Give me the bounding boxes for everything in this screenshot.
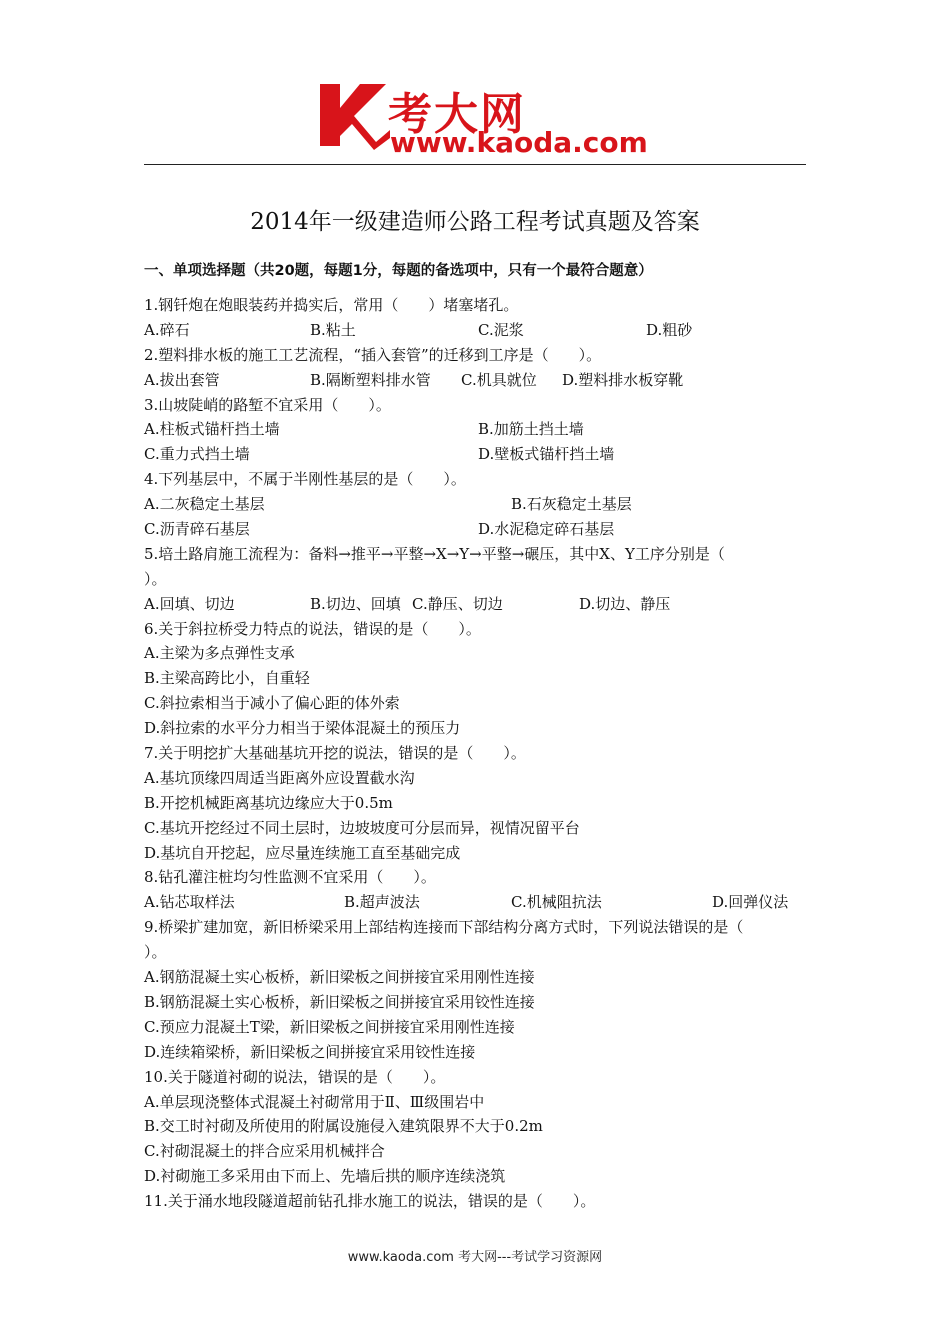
question-line (144, 293, 814, 318)
line-text: D.斜拉索的水平分力相当于梁体混凝土的预压力 (144, 719, 461, 738)
line-text: D.衬砌施工多采用由下而上、先墙后拱的顺序连续浇筑 (144, 1167, 506, 1186)
option-text: C.机械阻抗法 (511, 893, 602, 912)
line-text: A.主梁为多点弹性支承 (144, 644, 295, 663)
option-text: D.水泥稳定碎石基层 (478, 520, 615, 539)
question-line (144, 716, 814, 741)
option-text: D.回弹仪法 (712, 893, 789, 912)
question-line (144, 542, 814, 567)
question-line (144, 1189, 814, 1214)
option-text: C.泥浆 (478, 320, 524, 339)
logo-brand-text: 考大网 (388, 89, 526, 140)
option-text: A.钻芯取样法 (144, 893, 235, 912)
line-text: ）。 (144, 569, 167, 588)
question-line (144, 1164, 814, 1189)
option-text: B.隔断塑料排水管 (310, 370, 431, 389)
question-line (144, 865, 814, 890)
options-row (144, 492, 814, 517)
header-divider (144, 164, 806, 165)
question-line (144, 393, 814, 418)
options-row (144, 318, 814, 343)
option-text: D.切边、静压 (579, 594, 671, 613)
option-text: D.粗砂 (646, 320, 693, 339)
question-line (144, 1065, 814, 1090)
question-line (144, 791, 814, 816)
line-text: 5.培土路肩施工流程为：备料→推平→平整→X→Y→平整→碾压，其中X、Y工序分别是（ (144, 544, 725, 563)
line-text: B.主梁高跨比小，自重轻 (144, 669, 310, 688)
line-text: C.斜拉索相当于减小了偏心距的体外索 (144, 694, 400, 713)
question-line (144, 741, 814, 766)
line-text: A.钢筋混凝土实心板桥，新旧梁板之间拼接宜采用刚性连接 (144, 968, 535, 987)
question-line (144, 1090, 814, 1115)
question-line (144, 691, 814, 716)
option-text: C.沥青碎石基层 (144, 520, 250, 539)
options-row (144, 442, 814, 467)
line-text: 2.塑料排水板的施工工艺流程，“插入套管”的迁移到工序是（ ）。 (144, 345, 602, 364)
question-line (144, 567, 814, 592)
question-line (144, 940, 814, 965)
question-line (144, 1114, 814, 1139)
line-text: D.基坑自开挖起，应尽量连续施工直至基础完成 (144, 843, 461, 862)
question-line (144, 666, 814, 691)
option-text: D.塑料排水板穿靴 (562, 370, 684, 389)
line-text: D.连续箱梁桥，新旧梁板之间拼接宜采用铰性连接 (144, 1042, 476, 1061)
question-line (144, 641, 814, 666)
line-text: 9.桥梁扩建加宽，新旧桥梁采用上部结构连接而下部结构分离方式时，下列说法错误的是（ (144, 918, 744, 937)
options-row (144, 890, 814, 915)
option-text: A.二灰稳定土基层 (144, 495, 265, 514)
section-heading: 一、单项选择题（共20题，每题1分，每题的备选项中，只有一个最符合题意） (144, 263, 653, 279)
question-line (144, 965, 814, 990)
option-text: A.回填、切边 (144, 594, 235, 613)
line-text: A.基坑顶缘四周适当距离外应设置截水沟 (144, 768, 415, 787)
k-logo-icon (318, 80, 394, 150)
option-text: A.碎石 (144, 320, 190, 339)
options-row (144, 417, 814, 442)
line-text: C.衬砌混凝土的拌合应采用机械拌合 (144, 1142, 385, 1161)
line-text: 6.关于斜拉桥受力特点的说法，错误的是（ ）。 (144, 619, 481, 638)
line-text: C.基坑开挖经过不同土层时，边坡坡度可分层而异，视情况留平台 (144, 818, 580, 837)
question-line (144, 915, 814, 940)
question-line (144, 766, 814, 791)
kaoda-logo (318, 80, 648, 158)
option-text: B.石灰稳定土基层 (511, 495, 632, 514)
option-text: C.机具就位 (461, 370, 537, 389)
line-text: C.预应力混凝土T梁，新旧梁板之间拼接宜采用刚性连接 (144, 1017, 515, 1036)
question-line (144, 841, 814, 866)
option-text: B.粘土 (310, 320, 356, 339)
options-row (144, 592, 814, 617)
line-text: 8.钻孔灌注桩均匀性监测不宜采用（ ）。 (144, 868, 436, 887)
options-row (144, 517, 814, 542)
line-text: B.交工时衬砌及所使用的附属设施侵入建筑限界不大于0.2m (144, 1117, 543, 1136)
question-list (144, 293, 814, 1214)
question-line (144, 1040, 814, 1065)
question-line (144, 1139, 814, 1164)
option-text: A.拔出套管 (144, 370, 220, 389)
line-text: ）。 (144, 943, 167, 962)
option-text: B.加筋土挡土墙 (478, 420, 584, 439)
question-line (144, 467, 814, 492)
line-text: 7.关于明挖扩大基础基坑开挖的说法，错误的是（ ）。 (144, 744, 526, 763)
page-footer: www.kaoda.com 考大网---考试学习资源网 (347, 1250, 603, 1265)
line-text: B.开挖机械距离基坑边缘应大于0.5m (144, 793, 393, 812)
line-text: B.钢筋混凝土实心板桥，新旧梁板之间拼接宜采用铰性连接 (144, 992, 535, 1011)
question-line (144, 343, 814, 368)
line-text: 11.关于涌水地段隧道超前钻孔排水施工的说法，错误的是（ ）。 (144, 1192, 596, 1211)
options-row (144, 368, 814, 393)
document-title: 2014年一级建造师公路工程考试真题及答案 (250, 209, 700, 235)
line-text: 4.下列基层中，不属于半刚性基层的是（ ）。 (144, 470, 466, 489)
option-text: C.重力式挡土墙 (144, 445, 250, 464)
option-text: C.静压、切边 (412, 594, 503, 613)
option-text: A.柱板式锚杆挡土墙 (144, 420, 280, 439)
question-line (144, 990, 814, 1015)
option-text: B.超声波法 (344, 893, 420, 912)
question-line (144, 816, 814, 841)
option-text: D.壁板式锚杆挡土墙 (478, 445, 615, 464)
option-text: B.切边、回填 (310, 594, 401, 613)
line-text: 3.山坡陡峭的路堑不宜采用（ ）。 (144, 395, 391, 414)
line-text: 1.钢钎炮在炮眼装药并捣实后，常用（ ）堵塞堵孔。 (144, 296, 519, 314)
line-text: A.单层现浇整体式混凝土衬砌常用于Ⅱ、Ⅲ级围岩中 (144, 1092, 485, 1111)
logo-url-text: www.kaoda.com (390, 126, 648, 159)
line-text: 10.关于隧道衬砌的说法，错误的是（ ）。 (144, 1067, 446, 1086)
question-line (144, 617, 814, 642)
question-line (144, 1015, 814, 1040)
